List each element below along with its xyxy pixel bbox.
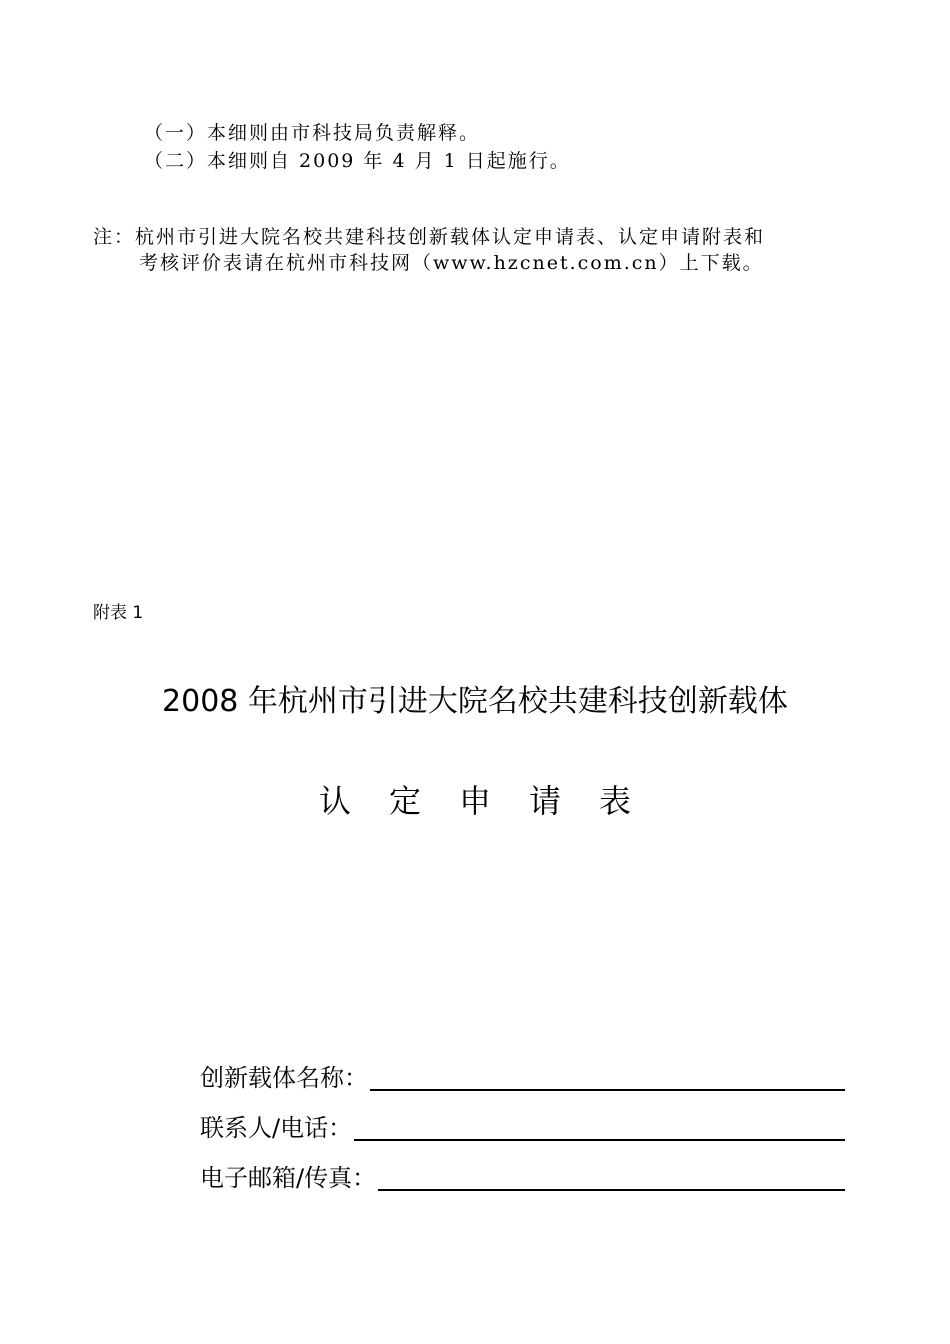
email-fax-label: 电子邮箱/传真：	[200, 1164, 377, 1192]
contact-blank-line	[354, 1115, 845, 1141]
contact-label: 联系人/电话：	[200, 1114, 353, 1142]
carrier-name-label: 创新载体名称：	[200, 1064, 368, 1092]
appendix-label: 附表 1	[93, 603, 144, 623]
clause-effective-date: （二）本细则自 2009 年 4 月 1 日起施行。	[144, 150, 571, 172]
carrier-name-blank-line	[370, 1065, 845, 1091]
carrier-name-field	[200, 1058, 845, 1093]
page-title: 2008 年杭州市引进大院名校共建科技创新载体	[162, 684, 788, 719]
note-line-2: 考核评价表请在杭州市科技网（www.hzcnet.com.cn）上下载。	[139, 252, 764, 274]
page-subtitle: 认定申请表	[318, 782, 669, 820]
email-fax-blank-line	[378, 1165, 845, 1191]
email-fax-field	[200, 1158, 845, 1193]
clause-interpretation: （一）本细则由市科技局负责解释。	[144, 122, 481, 144]
note-line-1: 注：杭州市引进大院名校共建科技创新载体认定申请表、认定申请附表和	[93, 226, 766, 248]
contact-field	[200, 1108, 845, 1143]
